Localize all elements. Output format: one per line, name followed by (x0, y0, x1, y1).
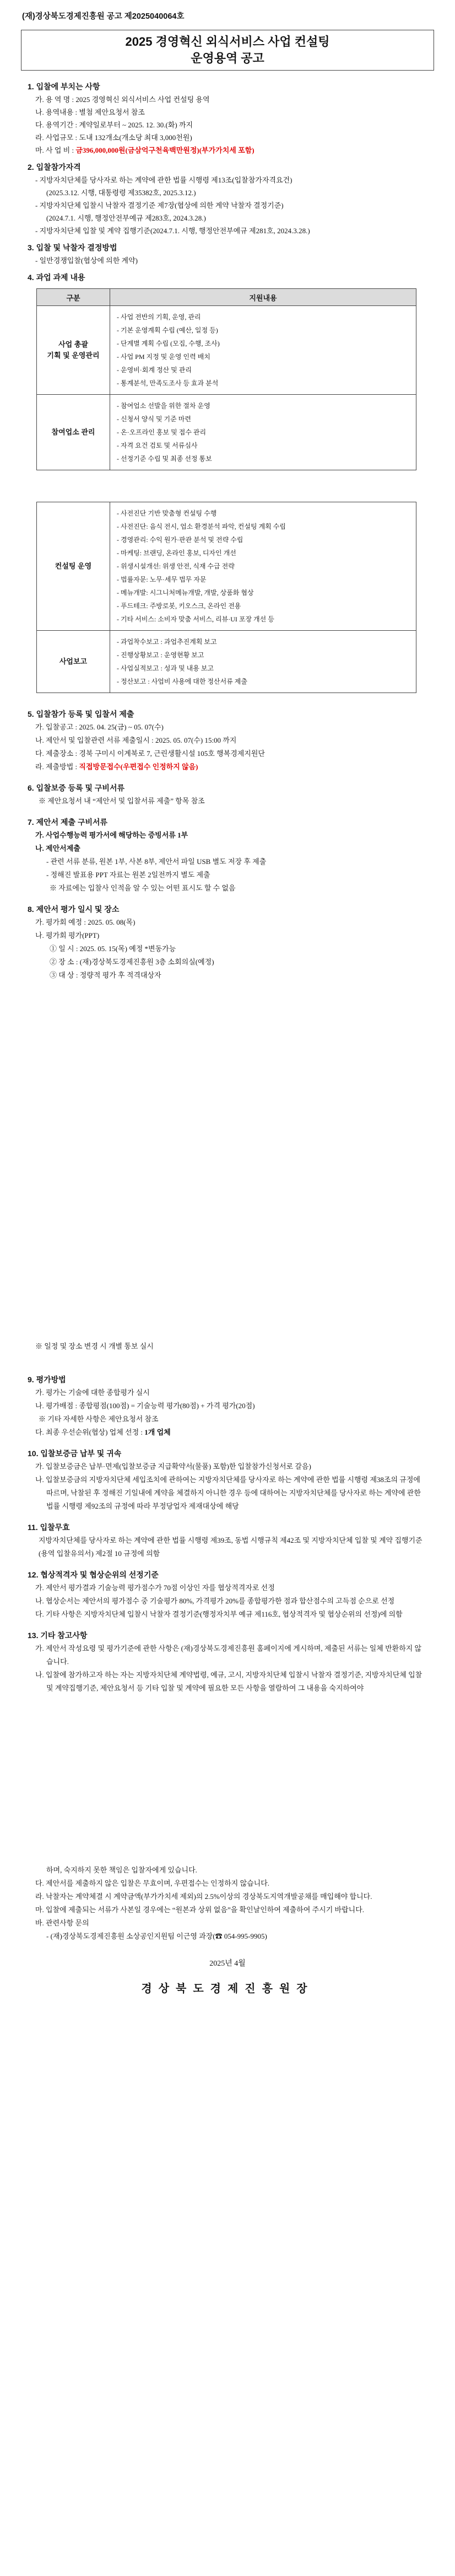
content-item: - 정산보고 : 사업비 사용에 대한 정산서류 제출 (117, 678, 247, 685)
budget-item (28, 144, 427, 157)
sub-item: ② 장 소 : (재)경상북도경제진흥원 3층 소회의실(예정) (50, 958, 214, 966)
budget-value: 금396,000,000원(금삼억구천육백만원정)(부가가치세 포함) (75, 146, 254, 154)
content-item: - 기본 운영계획 수립 (예산, 일정 등) (117, 326, 218, 334)
list-item: 가. 제안서 평가결과 기술능력 평가점수가 70점 이상인 자를 협상적격자로 선정 (35, 1584, 275, 1592)
category-label: 참여업소 관리 (51, 428, 95, 436)
notice-number: (재)경상북도경제진흥원 공고 제2025040064호 (22, 12, 185, 21)
list-item: 나. 용역내용 : 별첨 제안요청서 참조 (35, 108, 145, 116)
category-label: 기획 및 운영관리 (47, 351, 100, 359)
section-9 (28, 1373, 427, 1439)
content-item: - 진행상황보고 : 운영현황 보고 (117, 651, 204, 659)
list-item: 다. 제출장소 : 경북 구미시 이계북로 7, 근린생활시설 105호 행복경제지원단 (35, 749, 265, 758)
content-item: - 사업실적보고 : 성과 및 내용 보고 (117, 664, 214, 672)
sub-item: ① 일 시 : 2025. 05. 15(목) 예정 *변동가능 (50, 944, 176, 953)
content-item: - 마케팅: 브랜딩, 온라인 홍보, 디자인 개선 (117, 549, 236, 557)
category-cell (37, 395, 110, 470)
content-item: - 자격 요건 검토 및 서류심사 (117, 442, 198, 449)
page-1 (0, 10, 455, 470)
list-item-note: (2024.7.1. 시행, 행정안전부예규 제283호, 2024.3.28.) (46, 214, 206, 222)
content-item: - 위생시설개선: 위생 안전, 식재 수급 전략 (117, 562, 235, 570)
category-cell (37, 631, 110, 693)
section-heading: 10. 입찰보증금 납부 및 귀속 (28, 1449, 122, 1458)
section-heading: 9. 평가방법 (28, 1375, 66, 1384)
list-item: 나. 입찰에 참가하고자 하는 자는 지방자치단체 계약법령, 예규, 고시, 지방자치단체 입찰시 낙찰자 결정기준, 지방자치단체 입찰 및 계약집행기준, 제안요청서 등 기타 입찰 및 계약에 필요한 모든 사항을 열람하여 그 내용을 숙지하여야 (35, 1671, 422, 1692)
list-item: - 지방자치단체 입찰시 낙찰자 결정기준 제7장(협상에 의한 계약 낙찰자 결정기준) (35, 201, 284, 210)
section-heading: 12. 협상적격자 및 협상순위의 선정기준 (28, 1570, 159, 1579)
warning-note: ※ 자료에는 입찰사 인적을 알 수 있는 어떤 표시도 할 수 없음 (50, 884, 236, 892)
list-item: 나. 평가회 평가(PPT) (35, 931, 100, 940)
table-row (37, 306, 416, 395)
list-item: 나. 협상순서는 제안서의 평가점수 중 기술평가 80%, 가격평가 20%를 종합평가한 점과 합산점수의 고득점 순으로 선정 (35, 1597, 395, 1605)
content-item: - 경영관리: 수익 원가·판관 분석 및 전략 수립 (117, 536, 243, 544)
category-label: 사업보고 (59, 657, 88, 666)
list-item: 라. 낙찰자는 계약체결 시 계약금액(부가가치세 제외)의 2.5%이상의 경상북도지역개발공채를 매입해야 합니다. (35, 1892, 372, 1901)
category-cell (37, 502, 110, 631)
list-item: 가. 평가회 예정 : 2025. 05. 08(목) (35, 918, 136, 926)
section-heading: 11. 입찰무효 (28, 1523, 70, 1532)
content-item: - 푸드테크: 주방로봇, 키오스크, 온라인 전용 (117, 602, 241, 610)
reference-note: ※ 제안요청서 내 “제안서 및 입찰서류 제출” 항목 참조 (39, 797, 205, 805)
section-heading: 5. 입찰참가 등록 및 입찰서 제출 (28, 710, 134, 718)
section-heading: 13. 기타 참고사항 (28, 1631, 88, 1640)
content-cell (110, 631, 416, 693)
table-row (37, 395, 416, 470)
page-4 (0, 1864, 455, 1997)
page-2 (0, 496, 455, 982)
section-2 (28, 161, 427, 237)
content-cell (110, 502, 416, 631)
section-heading: 4. 과업 과제 내용 (28, 273, 85, 282)
list-item: 라. 사업규모 : 도내 132개소(개소당 최대 3,000천원) (35, 133, 192, 142)
content-item: - 사업 PM 지정 및 운영 인력 배치 (117, 353, 210, 361)
category-label: 컨설팅 운영 (55, 562, 92, 570)
schedule-change-note: ※ 일정 및 장소 변경 시 개별 통보 실시 (35, 1342, 154, 1350)
section-13-continued (28, 1864, 427, 1943)
list-item: 나. 제안서제출 (35, 844, 80, 852)
section-12 (28, 1568, 427, 1621)
budget-label: 마. 사 업 비 : (35, 146, 76, 154)
signer-title: 경상북도경제진흥원장 (141, 1983, 314, 1995)
title-line-2: 운영용역 공고 (191, 51, 264, 65)
content-cell (110, 306, 416, 395)
content-item: - 신청서 양식 및 기준 마련 (117, 415, 191, 423)
section-10 (28, 1447, 427, 1513)
section-heading: 3. 입찰 및 낙찰자 결정방법 (28, 243, 117, 252)
reference-note: ※ 기타 자세한 사항은 제안요청서 참조 (39, 1415, 159, 1423)
list-item: 가. 용 역 명 : 2025 경영혁신 외식서비스 사업 컨설팅 용역 (35, 95, 210, 104)
section-7 (28, 815, 427, 895)
sub-item: - 관련 서류 분류, 원본 1부, 사본 8부, 제안서 파일 USB 별도 저장 후 제출 (46, 857, 267, 866)
list-item: 다. 제안서를 제출하지 않은 입찰은 무효이며, 우편접수는 인정하지 않습니다. (35, 1879, 270, 1887)
section-1 (28, 80, 427, 157)
content-cell (110, 395, 416, 470)
section-heading: 2. 입찰참가자격 (28, 163, 81, 171)
list-item: - 지방자치단체를 당사자로 하는 계약에 관한 법률 시행령 제13조(입찰참가자격요건) (35, 176, 292, 184)
category-cell (37, 306, 110, 395)
list-item: 다. 기타 사항은 지방자치단체 입찰시 낙찰자 결정기준(행정자치부 예규 제116호, 협상적격자 및 협상순위의 선정)에 의함 (35, 1610, 403, 1618)
section-heading: 8. 제안서 평가 일시 및 장소 (28, 905, 120, 914)
section-8 (28, 903, 427, 982)
section-4 (28, 271, 427, 284)
title-line-1: 2025 경영혁신 외식서비스 사업 컨설팅 (125, 35, 330, 49)
paragraph: 지방자치단체를 당사자로 하는 계약에 관한 법률 시행령 제39조, 동법 시행규칙 제42조 및 지방자치단체 입찰 및 계약 집행기준(용역 입찰유의서) 제2절 10 규정에 의함 (39, 1536, 422, 1558)
list-item-note: (2025.3.12. 시행, 대통령령 제35382호, 2025.3.12.) (46, 189, 196, 197)
section-6 (28, 781, 427, 808)
list-item: 마. 입찰에 제출되는 서류가 사본일 경우에는 “원본과 상위 없음”을 확인날인하여 제출하여 주시기 바랍니다. (35, 1906, 365, 1914)
content-item: - 운영비·회계 정산 및 관리 (117, 366, 192, 374)
section-heading: 7. 제안서 제출 구비서류 (28, 818, 108, 827)
list-item: 가. 제안서 작성요령 및 평가기준에 관한 사항은 (재)경상북도경제진흥원 홈페이지에 게시하며, 제출된 서류는 일체 반환하지 않습니다. (35, 1644, 422, 1666)
section-heading: 1. 입찰에 부치는 사항 (28, 82, 100, 91)
page-title (21, 30, 434, 71)
section-11 (28, 1521, 427, 1560)
list-item: 나. 평가배점 : 종합평점(100점) = 기술능력 평가(80점) + 가격 평가(20점) (35, 1402, 255, 1410)
contact-info: - (재)경상북도경제진흥원 소상공인지원팀 이근영 과장(☎ 054-995-9905) (46, 1932, 267, 1940)
sub-item: - 정해진 발표용 PPT 자료는 원본 2일전까지 별도 제출 (46, 871, 210, 879)
list-item: 가. 사업수행능력 평가서에 해당하는 증빙서류 1부 (35, 831, 188, 839)
section-5 (28, 707, 427, 774)
list-item: 나. 입찰보증금의 지방자치단체 세입조치에 관하여는 지방자치단체를 당사자로 하는 계약에 관한 법률 시행령 제38조의 규정에 따르며, 낙찰된 후 정해진 기일내에 계약을 체결하지 아니한 경우 등에 대하여는 지방자치단체를 당사자로 하는 계약에 관한 법률 시행령 제92조의 규정에 따라 부정당업자 제재대상에 해당 (35, 1475, 421, 1510)
list-item: - 지방자치단체 입찰 및 계약 집행기준(2024.7.1. 시행, 행정안전부예규 제281호, 2024.3.28.) (35, 227, 310, 235)
list-item-continuation: 하며, 숙지하지 못한 책임은 입찰자에게 있습니다. (46, 1866, 197, 1874)
submission-method-item (28, 760, 427, 774)
category-label: 사업 총괄 (58, 340, 88, 348)
tasks-table-part-1 (36, 288, 416, 470)
section-13 (28, 1629, 427, 1695)
tasks-table-part-2 (36, 502, 416, 693)
content-item: - 참여업소 선발을 위한 절차 운영 (117, 402, 210, 410)
table-row (37, 502, 416, 631)
content-item: - 온·오프라인 홍보 및 접수 관리 (117, 428, 207, 436)
section-3 (28, 242, 427, 267)
table-header-row (37, 289, 416, 306)
content-item: - 선정기준 수립 및 최종 선정 통보 (117, 455, 212, 463)
list-item: 바. 관련사항 문의 (35, 1919, 89, 1927)
content-item: - 단계별 계획 수립 (모집, 수행, 조사) (117, 340, 220, 347)
submission-method-value: 직접방문접수(우편접수 인정하지 않음) (79, 763, 198, 771)
sub-item: ③ 대 상 : 정량적 평가 후 적격대상자 (50, 971, 161, 979)
content-item: - 사전진단: 음식 전시, 업소 환경분석 파악, 컨설팅 계획 수립 (117, 523, 286, 530)
list-item: 다. 용역기간 : 계약일로부터 ~ 2025. 12. 30.(화) 까지 (35, 121, 193, 129)
content-item: - 과업착수보고 : 과업추진계획 보고 (117, 638, 217, 646)
content-item: - 기타 서비스: 소비자 맞춤 서비스, 리뷰·UI 포장 개선 등 (117, 615, 274, 623)
content-item: - 법률자문: 노무·세무 법무 자문 (117, 576, 207, 583)
list-item: 가. 입찰보증금은 납부·면제(입찰보증금 지급확약서(물품) 포함)한 입찰참가신청서로 갈음) (35, 1462, 311, 1471)
final-selection-label: 다. 최종 우선순위(협상) 업체 선정 : (35, 1428, 145, 1436)
content-item: - 메뉴개발: 시그니처메뉴개발, 개발, 상품화 협상 (117, 589, 254, 597)
final-selection-value: 1개 업체 (144, 1428, 171, 1436)
content-item: - 사전진단 기반 맞춤형 컨설팅 수행 (117, 509, 217, 517)
content-item: - 사업 전반의 기획, 운영, 관리 (117, 313, 201, 321)
list-item: 가. 입찰공고 : 2025. 04. 25(금) ~ 05. 07(수) (35, 723, 164, 731)
section-heading: 6. 입찰보증 등록 및 구비서류 (28, 783, 124, 792)
list-item (28, 1426, 427, 1439)
list-item: - 일반경쟁입찰(협상에 의한 계약) (35, 256, 138, 265)
list-item: 나. 제안서 및 입찰관련 서류 제출일시 : 2025. 05. 07(수) 15:00 까지 (35, 736, 237, 744)
table-row (37, 631, 416, 693)
column-header-category: 구분 (37, 289, 110, 306)
submission-method-label: 라. 제출방법 : (35, 763, 79, 771)
notice-date: 2025년 4월 (209, 1960, 246, 1968)
page-3 (0, 1334, 455, 1695)
content-item: - 통계분석, 만족도조사 등 효과 분석 (117, 379, 219, 387)
column-header-content: 지원내용 (110, 289, 416, 306)
list-item: 가. 평가는 기술에 대한 종합평가 실시 (35, 1388, 150, 1397)
